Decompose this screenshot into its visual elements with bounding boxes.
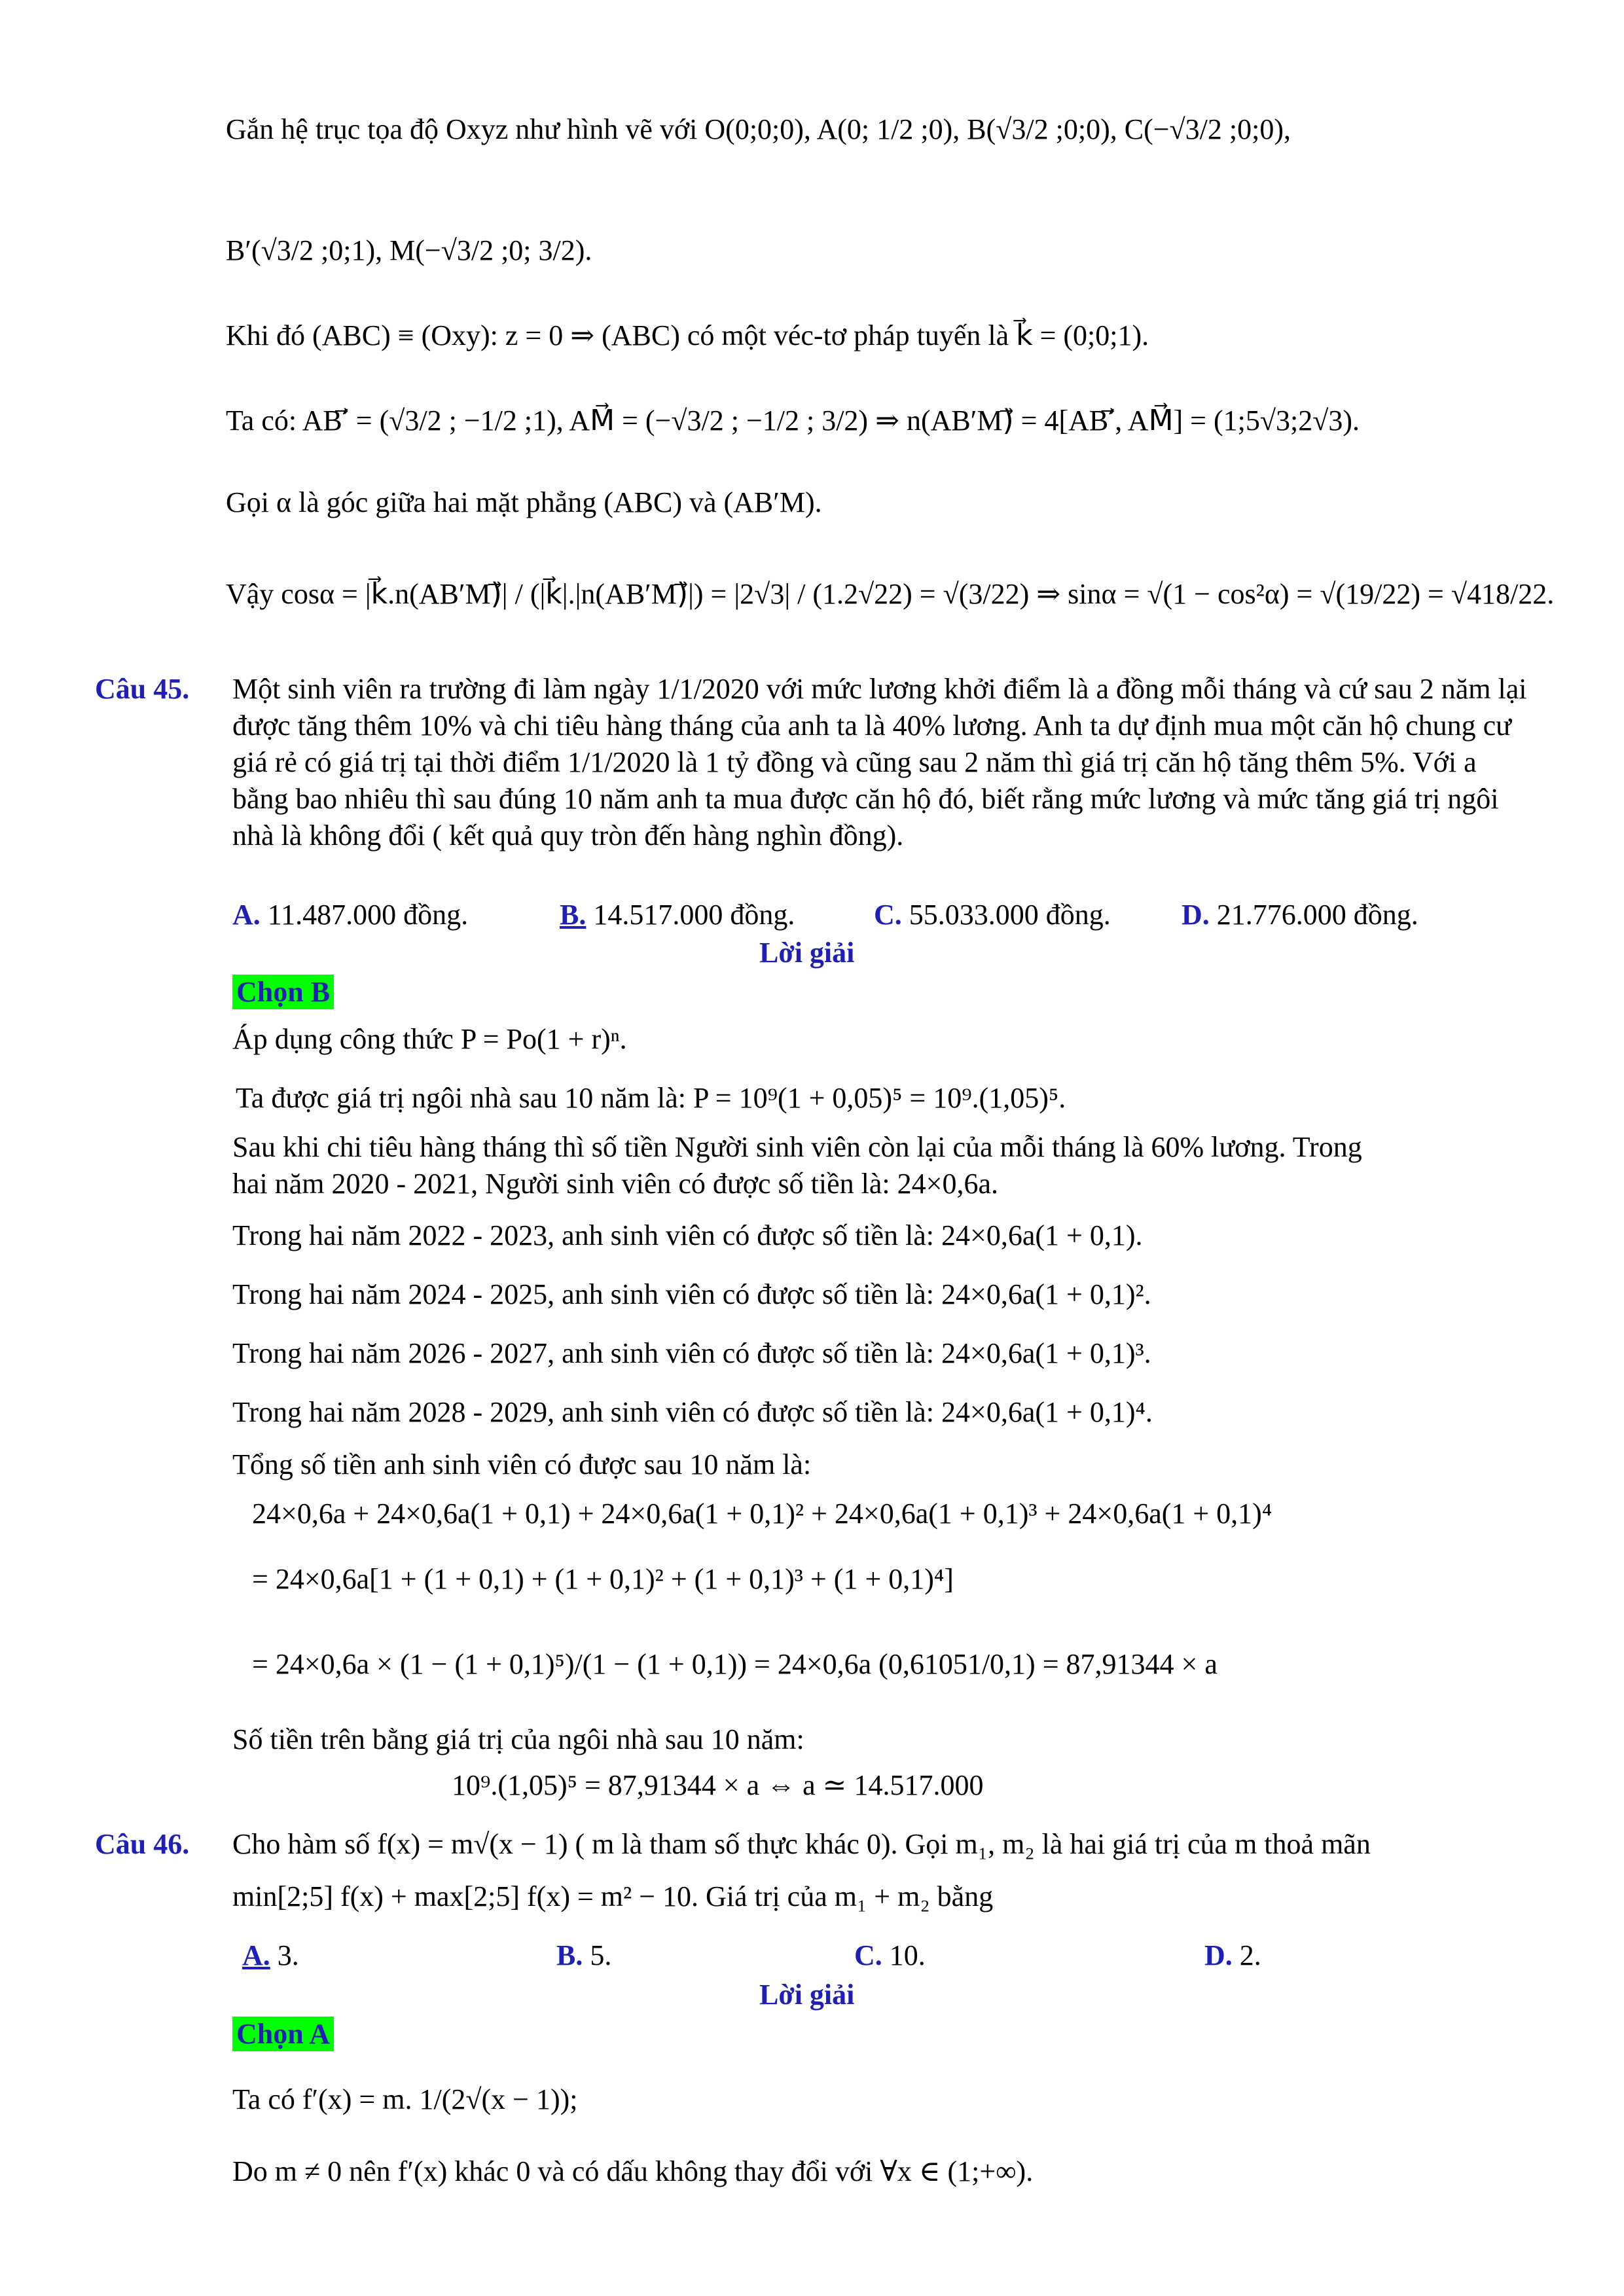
q46-choice-badge: Chọn A bbox=[232, 2017, 334, 2051]
q45-option-c-key: C. bbox=[874, 899, 902, 931]
intro-line-5: Gọi α là góc giữa hai mặt phẳng (ABC) và (AB′M). bbox=[226, 486, 822, 518]
q45-step-6: Trong hai năm 2024 - 2025, anh sinh viên có được số tiền là: 24×0,6a(1 + 0,1)². bbox=[232, 1278, 1151, 1310]
q45-step-13: Số tiền trên bằng giá trị của ngôi nhà sau 10 năm: bbox=[232, 1723, 804, 1755]
q46-option-d bbox=[1204, 1937, 1261, 1974]
intro-line-2: B′(√3/2 ;0;1), M(−√3/2 ;0; 3/2). bbox=[226, 234, 592, 266]
q45-option-d bbox=[1182, 897, 1418, 933]
q45-option-a bbox=[232, 897, 468, 933]
q45-option-b-key: B. bbox=[560, 899, 586, 931]
q46-option-d-text: 2. bbox=[1232, 1939, 1261, 1971]
intro-line-6: Vậy cosα = |k⃗.n(AB′M)⃗| / (|k⃗|.|n(AB′M)⃗|) = |2√3| / (1.2√22) = √(3/22) ⇒ sinα = √(1 − cos²α) = √(19/22) = √418/22. bbox=[226, 578, 1555, 610]
q45-option-b bbox=[560, 897, 795, 933]
q45-step-14: 10⁹.(1,05)⁵ = 87,91344 × a ⇔ a ≃ 14.517.000 bbox=[452, 1769, 984, 1801]
q46-option-c-text: 10. bbox=[882, 1939, 926, 1971]
question-45-label: Câu 45. bbox=[95, 673, 190, 705]
q46-option-c bbox=[854, 1937, 926, 1974]
q45-step-5: Trong hai năm 2022 - 2023, anh sinh viên có được số tiền là: 24×0,6a(1 + 0,1). bbox=[232, 1219, 1143, 1251]
q46-option-a-key: A. bbox=[242, 1939, 270, 1971]
q46-option-d-key: D. bbox=[1204, 1939, 1233, 1971]
q45-step-11: = 24×0,6a[1 + (1 + 0,1) + (1 + 0,1)² + (1 + 0,1)³ + (1 + 0,1)⁴] bbox=[252, 1563, 954, 1595]
q45-step-9: Tổng số tiền anh sinh viên có được sau 10 năm là: bbox=[232, 1448, 812, 1480]
q45-step-10: 24×0,6a + 24×0,6a(1 + 0,1) + 24×0,6a(1 + 0,1)² + 24×0,6a(1 + 0,1)³ + 24×0,6a(1 + 0,1)⁴ bbox=[252, 1498, 1272, 1530]
question-45-text: Một sinh viên ra trường đi làm ngày 1/1/2020 với mức lương khởi điểm là a đồng mỗi tháng và cứ sau 2 năm lại được tăng thêm 10% và chi tiêu hàng tháng của anh ta là 40% lương. Anh ta dự định mua một căn hộ chung cư giá rẻ có giá trị tại thời điểm 1/1/2020 là 1 tỷ đồng và cũng sau 2 năm thì giá trị căn hộ tăng thêm 5%. Với a bằng bao nhiêu thì sau đúng 10 năm anh ta mua được căn hộ đó, biết rằng mức lương và mức tăng giá trị ngôi nhà là không đổi ( kết quả quy tròn đến hàng nghìn đồng). bbox=[232, 673, 1527, 852]
q45-step-2: Ta được giá trị ngôi nhà sau 10 năm là: P = 10⁹(1 + 0,05)⁵ = 10⁹.(1,05)⁵. bbox=[236, 1082, 1066, 1114]
q45-solution-title: Lời giải bbox=[759, 937, 855, 969]
q45-option-b-text: 14.517.000 đồng. bbox=[586, 899, 795, 931]
q46-step-2: Do m ≠ 0 nên f′(x) khác 0 và có dấu không thay đổi với ∀x ∈ (1;+∞). bbox=[232, 2155, 1034, 2187]
q45-option-a-key: A. bbox=[232, 899, 261, 931]
q46-solution-title: Lời giải bbox=[759, 1979, 855, 2011]
q45-step-8: Trong hai năm 2028 - 2029, anh sinh viên có được số tiền là: 24×0,6a(1 + 0,1)⁴. bbox=[232, 1396, 1153, 1428]
q45-option-a-text: 11.487.000 đồng. bbox=[260, 899, 469, 931]
q45-option-c bbox=[874, 897, 1111, 933]
q46-option-b bbox=[556, 1937, 611, 1974]
intro-line-4: Ta có: AB′⃗ = (√3/2 ; −1/2 ;1), AM⃗ = (−√3/2 ; −1/2 ; 3/2) ⇒ n(AB′M)⃗ = 4[AB′⃗, AM⃗] = (1;5√3;2√3). bbox=[226, 404, 1360, 437]
q45-option-d-text: 21.776.000 đồng. bbox=[1209, 899, 1418, 931]
q45-step-1: Áp dụng công thức P = Po(1 + r)ⁿ. bbox=[232, 1023, 627, 1055]
question-46-text-2: min[2;5] f(x) + max[2;5] f(x) = m² − 10. Giá trị của m₁ + m₂ bằng bbox=[232, 1880, 994, 1912]
q45-step-12: = 24×0,6a × (1 − (1 + 0,1)⁵)/(1 − (1 + 0,1)) = 24×0,6a (0,61051/0,1) = 87,91344 × a bbox=[252, 1648, 1218, 1680]
q46-option-a-text: 3. bbox=[270, 1939, 299, 1971]
q45-step-3: Sau khi chi tiêu hàng tháng thì số tiền Người sinh viên còn lại của mỗi tháng là 60% lương. Trong bbox=[232, 1131, 1362, 1163]
q46-choice-wrap bbox=[232, 2016, 334, 2053]
question-46-label: Câu 46. bbox=[95, 1828, 190, 1860]
q45-choice-wrap bbox=[232, 974, 334, 1011]
q45-step-7: Trong hai năm 2026 - 2027, anh sinh viên có được số tiền là: 24×0,6a(1 + 0,1)³. bbox=[232, 1337, 1151, 1369]
q46-option-a bbox=[242, 1937, 299, 1974]
q46-option-b-key: B. bbox=[556, 1939, 583, 1971]
intro-line-1: Gắn hệ trục tọa độ Oxyz như hình vẽ với O(0;0;0), A(0; 1/2 ;0), B(√3/2 ;0;0), C(−√3/2 ;0;0), bbox=[226, 113, 1291, 145]
q46-option-b-text: 5. bbox=[583, 1939, 612, 1971]
q45-choice-badge: Chọn B bbox=[232, 975, 334, 1009]
intro-line-3: Khi đó (ABC) ≡ (Oxy): z = 0 ⇒ (ABC) có một véc-tơ pháp tuyến là k⃗ = (0;0;1). bbox=[226, 319, 1149, 351]
question-46-text-1: Cho hàm số f(x) = m√(x − 1) ( m là tham số thực khác 0). Gọi m₁, m₂ là hai giá trị của m thoả mãn bbox=[232, 1828, 1371, 1860]
q45-option-c-text: 55.033.000 đồng. bbox=[901, 899, 1111, 931]
q45-step-4: hai năm 2020 - 2021, Người sinh viên có được số tiền là: 24×0,6a. bbox=[232, 1168, 998, 1200]
q46-option-c-key: C. bbox=[854, 1939, 882, 1971]
q45-option-d-key: D. bbox=[1182, 899, 1210, 931]
q46-step-1: Ta có f′(x) = m. 1/(2√(x − 1)); bbox=[232, 2083, 578, 2115]
